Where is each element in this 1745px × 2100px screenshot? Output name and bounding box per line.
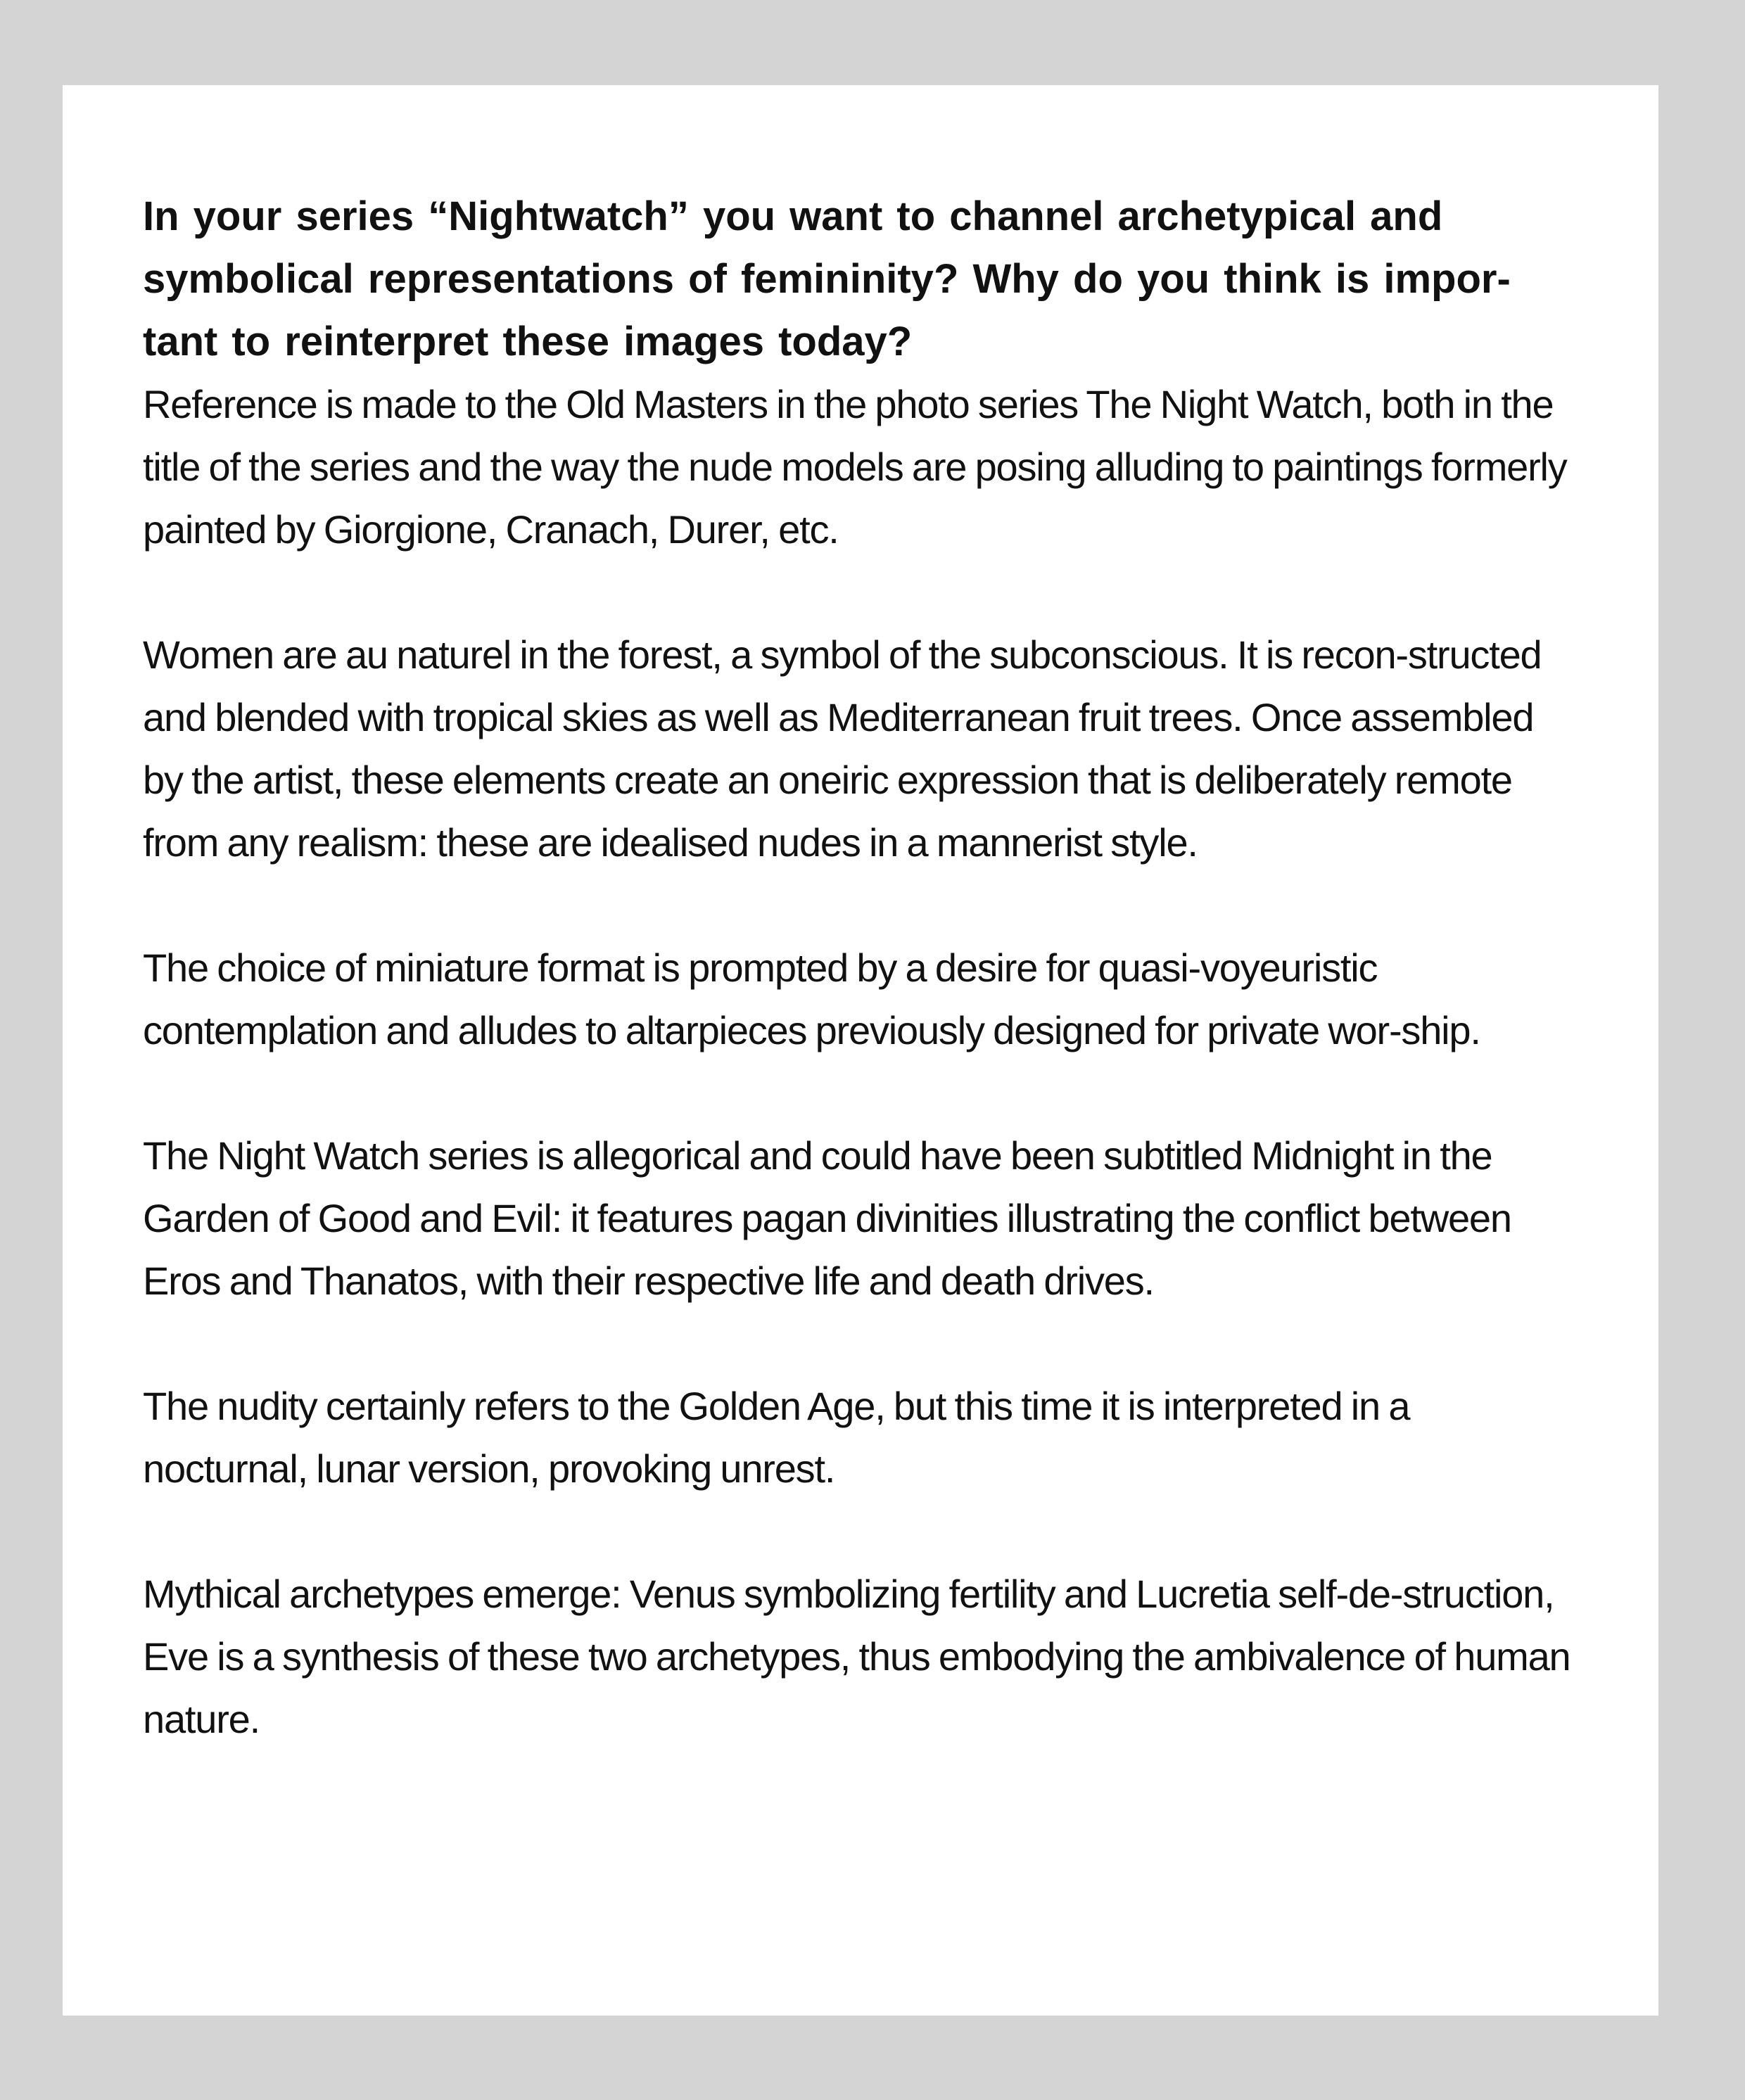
interview-question: In your series “Nightwatch” you want to channel archetypical and symbolical representations of femininity? Why do you think is impor-tant to reinterpret these images today?: [143, 193, 1511, 364]
answer-paragraph-2: Women are au naturel in the forest, a symbol of the subconscious. It is recon-structed and blended with tropical skies as well as Mediterranean fruit trees. Once assembled by the artist, these elements create an oneiric expression that is deliberately remote from any realism: these are idealised nudes in a mannerist style.: [143, 632, 1542, 865]
answer-paragraph-1: Reference is made to the Old Masters in the photo series The Night Watch, both in the title of the series and the way the nude models are posing alluding to paintings formerly painted by Giorgione, Cranach, Durer, etc.: [143, 382, 1567, 552]
document-page: [63, 85, 1658, 2016]
answer-paragraph-5: The nudity certainly refers to the Golden Age, but this time it is interpreted in a nocturnal, lunar version, provoking unrest.: [143, 1384, 1410, 1491]
interview-answer: [143, 373, 1580, 1750]
answer-paragraph-3: The choice of miniature format is prompted by a desire for quasi-voyeuristic contemplation and alludes to altarpieces previously designed for private wor-ship.: [143, 946, 1480, 1052]
answer-paragraph-6: Mythical archetypes emerge: Venus symbolizing fertility and Lucretia self-de-struction, Eve is a synthesis of these two archetypes, thus embodying the ambivalence of human nature.: [143, 1572, 1570, 1741]
answer-paragraph-4: The Night Watch series is allegorical and could have been subtitled Midnight in the Garden of Good and Evil: it features pagan divinities illustrating the conflict between Eros and Thanatos, with their respective life and death drives.: [143, 1133, 1511, 1303]
